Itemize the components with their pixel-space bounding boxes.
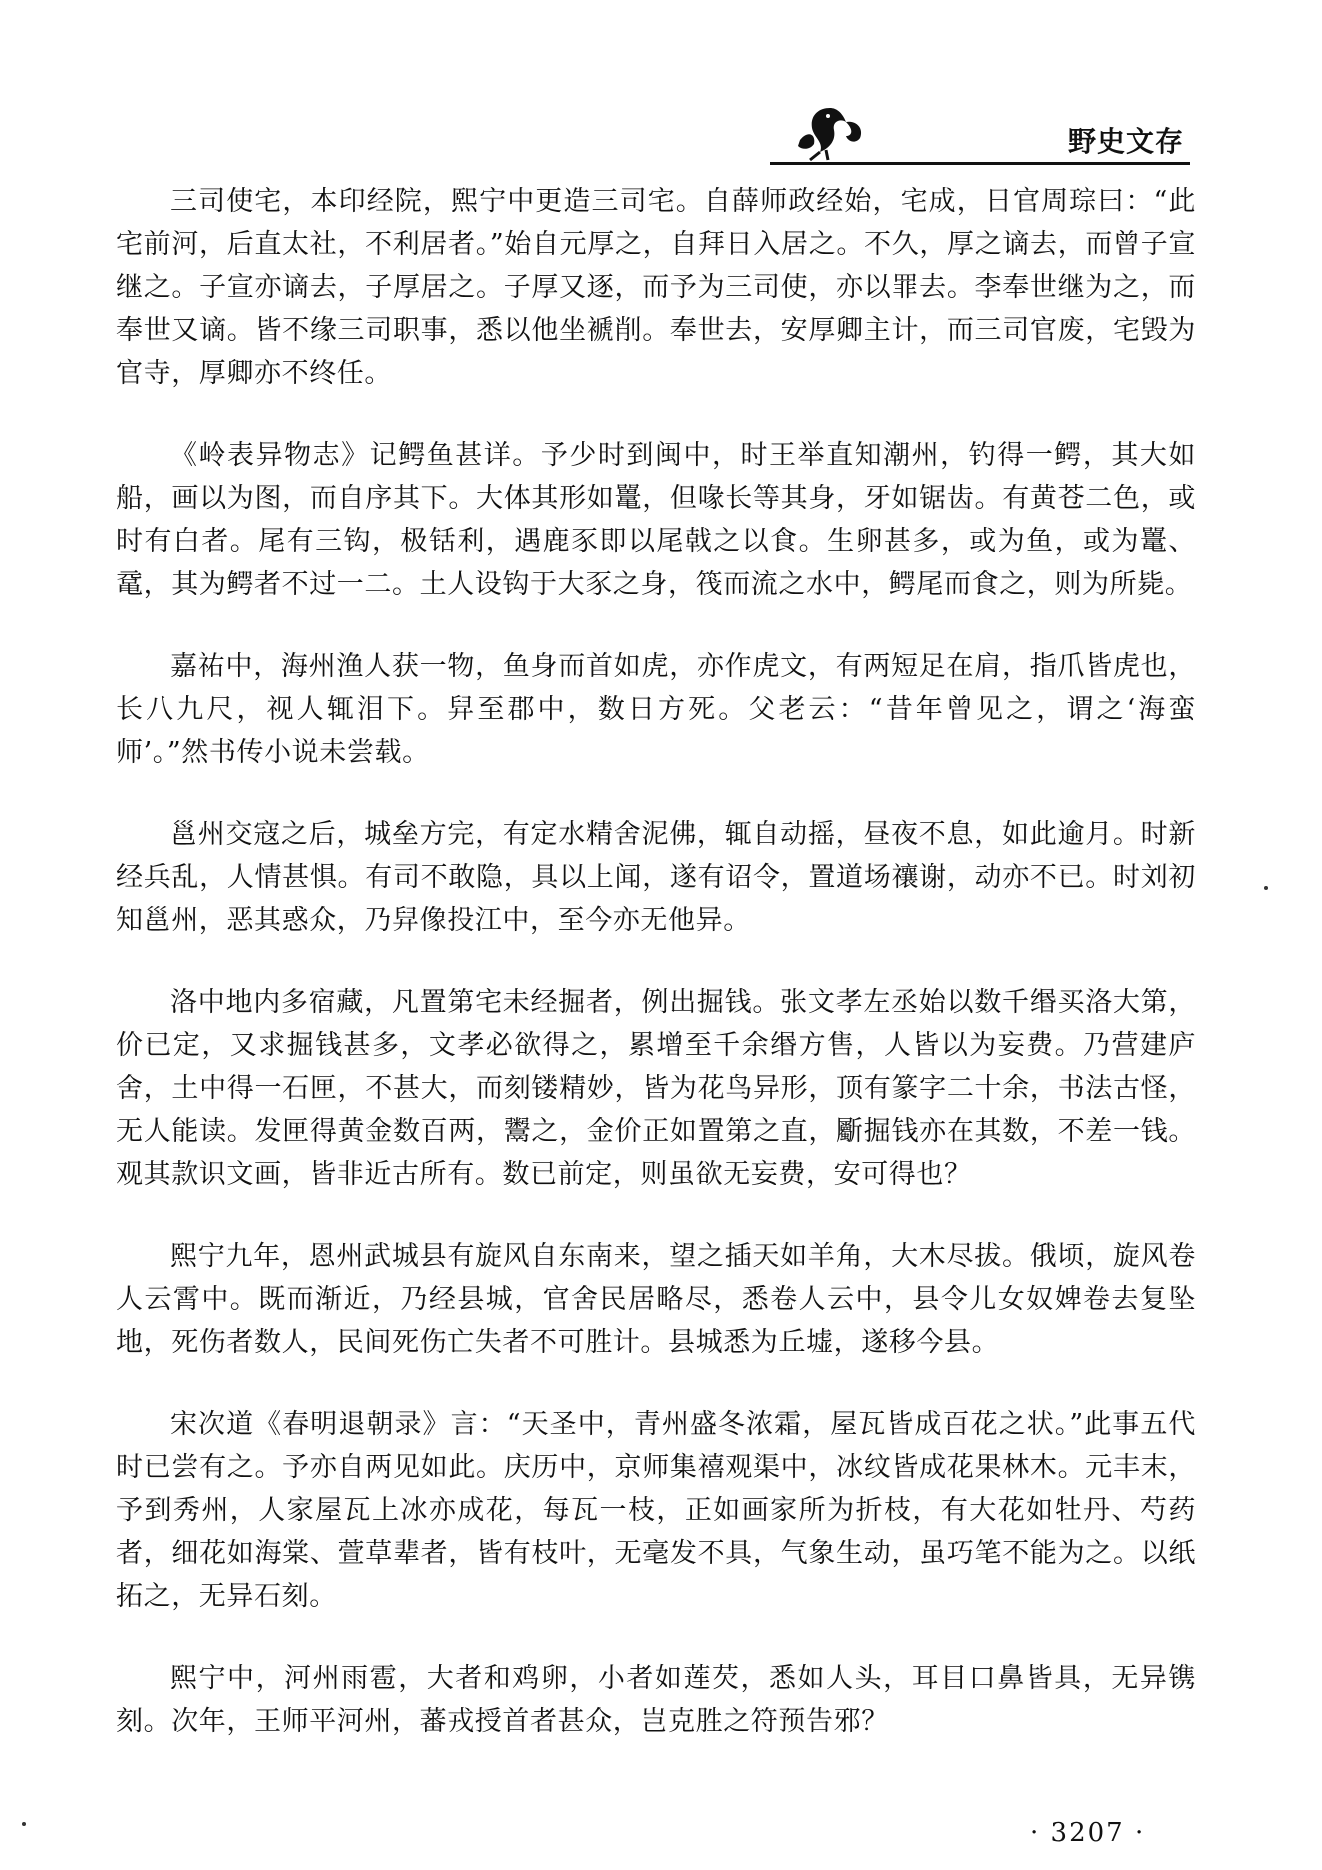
header-rule bbox=[770, 162, 1190, 165]
paragraph: 邕州交寇之后，城垒方完，有定水精舍泥佛，辄自动摇，昼夜不息，如此逾月。时新经兵乱，人情甚惧。有司不敢隐，具以上闻，遂有诏令，置道场禳谢，动亦不已。时刘初知邕州，恶其惑众，乃舁像投江中，至今亦无他异。 bbox=[116, 819, 1196, 936]
paragraph: 宋次道《春明退朝录》言：“天圣中，青州盛冬浓霜，屋瓦皆成百花之状。”此事五代时已尝有之。予亦自两见如此。庆历中，京师集禧观渠中，冰纹皆成花果林木。元丰末，予到秀州，人家屋瓦上冰亦成花，每瓦一枝，正如画家所为折枝，有大花如牡丹、芍药者，细花如海棠、萱草辈者，皆有枝叶，无毫发不具，气象生动，虽巧笔不能为之。以纸拓之，无异石刻。 bbox=[116, 1409, 1196, 1612]
paragraph: 熙宁中，河州雨雹，大者和鸡卵，小者如莲芡，悉如人头，耳目口鼻皆具，无异镌刻。次年，王师平河州，蕃戎授首者甚众，岂克胜之符预告邪？ bbox=[116, 1663, 1196, 1737]
paragraph: 熙宁九年，恩州武城县有旋风自东南来，望之插天如羊角，大木尽拔。俄顷，旋风卷人云霄中。既而渐近，乃经县城，官舍民居略尽，悉卷人云中，县令儿女奴婢卷去复坠地，死伤者数人，民间死伤亡失者不可胜计。县城悉为丘墟，遂移今县。 bbox=[116, 1241, 1196, 1358]
dragon-emblem-icon bbox=[790, 100, 870, 162]
page-number: · 3207 · bbox=[1030, 1818, 1146, 1848]
scan-speck bbox=[1264, 886, 1268, 890]
header-title: 野史文存 bbox=[1067, 125, 1184, 158]
scan-speck bbox=[22, 1822, 26, 1826]
paragraph: 洛中地内多宿藏，凡置第宅未经掘者，例出掘钱。张文孝左丞始以数千缗买洛大第，价已定，又求掘钱甚多，文孝必欲得之，累增至千余缗方售，人皆以为妄费。乃营建庐舍，土中得一石匣，不甚大，而刻镂精妙，皆为花鸟异形，顶有篆字二十余，书法古怪，无人能读。发匣得黄金数百两，鬻之，金价正如置第之直，斸掘钱亦在其数，不差一钱。观其款识文画，皆非近古所有。数已前定，则虽欲无妄费，安可得也？ bbox=[116, 987, 1196, 1190]
paragraph: 《岭表异物志》记鳄鱼甚详。予少时到闽中，时王举直知潮州，钓得一鳄，其大如船，画以为图，而自序其下。大体其形如鼍，但喙长等其身，牙如锯齿。有黄苍二色，或时有白者。尾有三钩，极铦利，遇鹿豕即以尾戟之以食。生卵甚多，或为鱼，或为鼍、鼋，其为鳄者不过一二。土人设钩于大豕之身，筏而流之水中，鳄尾而食之，则为所毙。 bbox=[116, 440, 1196, 600]
page-header bbox=[770, 100, 1190, 170]
article-body bbox=[116, 180, 1196, 1782]
paragraph: 嘉祐中，海州渔人获一物，鱼身而首如虎，亦作虎文，有两短足在肩，指爪皆虎也，长八九尺，视人辄泪下。舁至郡中，数日方死。父老云：“昔年曾见之，谓之‘海蛮师’。”然书传小说未尝载。 bbox=[116, 651, 1196, 768]
paragraph: 三司使宅，本印经院，熙宁中更造三司宅。自薛师政经始，宅成，日官周琮曰：“此宅前河，后直太社，不利居者。”始自元厚之，自拜日入居之。不久，厚之谪去，而曾子宣继之。子宣亦谪去，子厚居之。子厚又逐，而予为三司使，亦以罪去。李奉世继为之，而奉世又谪。皆不缘三司职事，悉以他坐褫削。奉世去，安厚卿主计，而三司官废，宅毁为官寺，厚卿亦不终任。 bbox=[116, 186, 1196, 389]
